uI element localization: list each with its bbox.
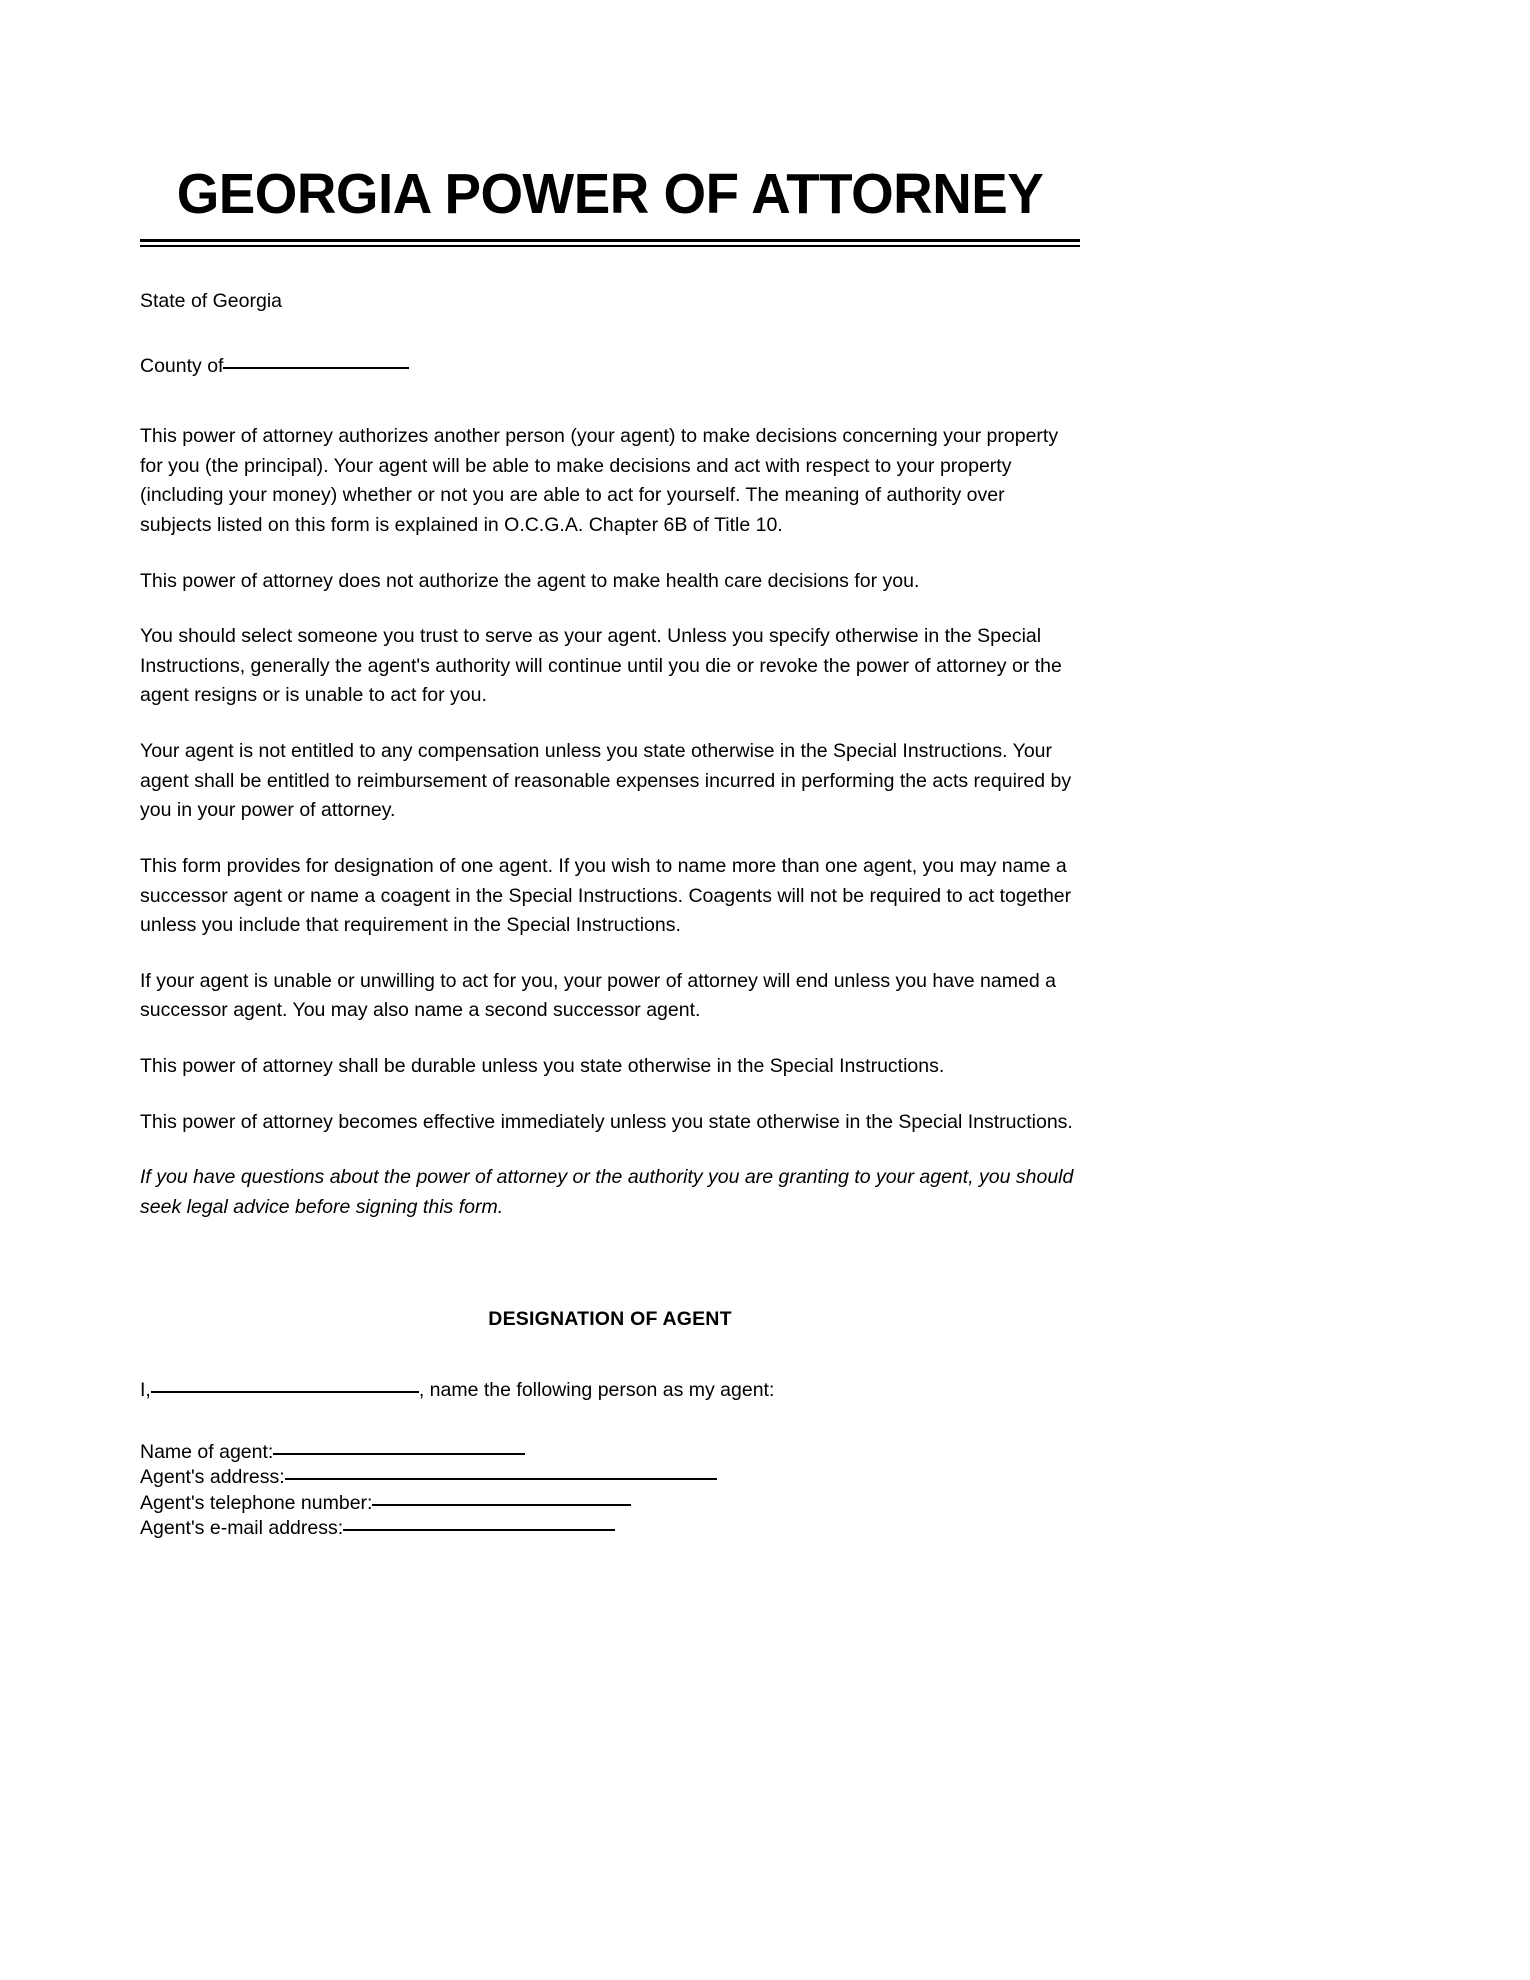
paragraph-compensation: Your agent is not entitled to any compensation unless you state otherwise in the Special Instructions. Your agent shall be entitled to reimbursement of reasonable expenses incurred in performing the acts required by you in your power of attorney. [140,740,1072,822]
field-row-agent-telephone [140,1491,1080,1516]
agent-address-input[interactable] [285,1478,717,1480]
field-row-agent-name [140,1440,1080,1465]
agent-name-label: Name of agent: [140,1440,274,1463]
divider-rule-thin [140,245,1080,247]
field-row-agent-email [140,1516,1080,1541]
designation-intro-line [140,1376,1080,1406]
agent-telephone-input[interactable] [372,1504,631,1506]
state-line: State of Georgia [140,289,283,312]
paragraph-durable: This power of attorney shall be durable unless you state otherwise in the Special Instructions. [140,1055,945,1078]
designation-intro-prefix: I, [140,1379,151,1402]
paragraph-select-trusted-agent: You should select someone you trust to serve as your agent. Unless you specify otherwise in the Special Instructions, generally the agent's authority will continue until you die or revoke the power of attorney or the agent resigns or is unable to act for you. [140,625,1062,707]
page-title: GEORGIA POWER OF ATTORNEY [176,162,1044,226]
agent-address-label: Agent's address: [140,1466,285,1489]
principal-name-blank-field[interactable] [151,1391,419,1393]
field-row-agent-address [140,1465,1080,1490]
agent-email-input[interactable] [343,1529,615,1531]
agent-email-label: Agent's e-mail address: [140,1516,344,1539]
title-divider [140,239,1080,247]
paragraph-effective-immediately: This power of attorney becomes effective immediately unless you state otherwise in the Special Instructions. [140,1110,1073,1133]
county-label: County of [140,355,224,378]
paragraph-authorizes: This power of attorney authorizes another person (your agent) to make decisions concerning your property for you (the principal). Your agent will be able to make decisions and act with respect to your property (including your money) whether or not you are able to act for yourself. The meaning of authority over subjects listed on this form is explained in O.C.G.A. Chapter 6B of Title 10. [140,425,1059,536]
document-body [140,287,1080,1541]
agent-telephone-label: Agent's telephone number: [140,1491,373,1514]
section-heading-designation-of-agent: DESIGNATION OF AGENT [488,1307,732,1330]
title-block [140,162,1080,247]
paragraph-no-health-care: This power of attorney does not authorize the agent to make health care decisions for you. [140,569,920,592]
document-content [140,0,1080,1541]
paragraph-successor-agent: If your agent is unable or unwilling to act for you, your power of attorney will end unless you have named a successor agent. You may also name a second successor agent. [140,969,1056,1022]
county-blank-field[interactable] [223,367,409,369]
county-line [140,352,1080,382]
paragraph-legal-advice-notice: If you have questions about the power of attorney or the authority you are granting to your agent, you should seek legal advice before signing this form. [140,1166,1074,1218]
agent-name-input[interactable] [273,1453,525,1455]
agent-fields-block [140,1440,1080,1541]
designation-intro-suffix: , name the following person as my agent: [418,1379,775,1402]
paragraph-one-agent-designation: This form provides for designation of one agent. If you wish to name more than one agent, you may name a successor agent or name a coagent in the Special Instructions. Coagents will not be required to act together unless you include that requirement in the Special Instructions. [140,854,1072,937]
